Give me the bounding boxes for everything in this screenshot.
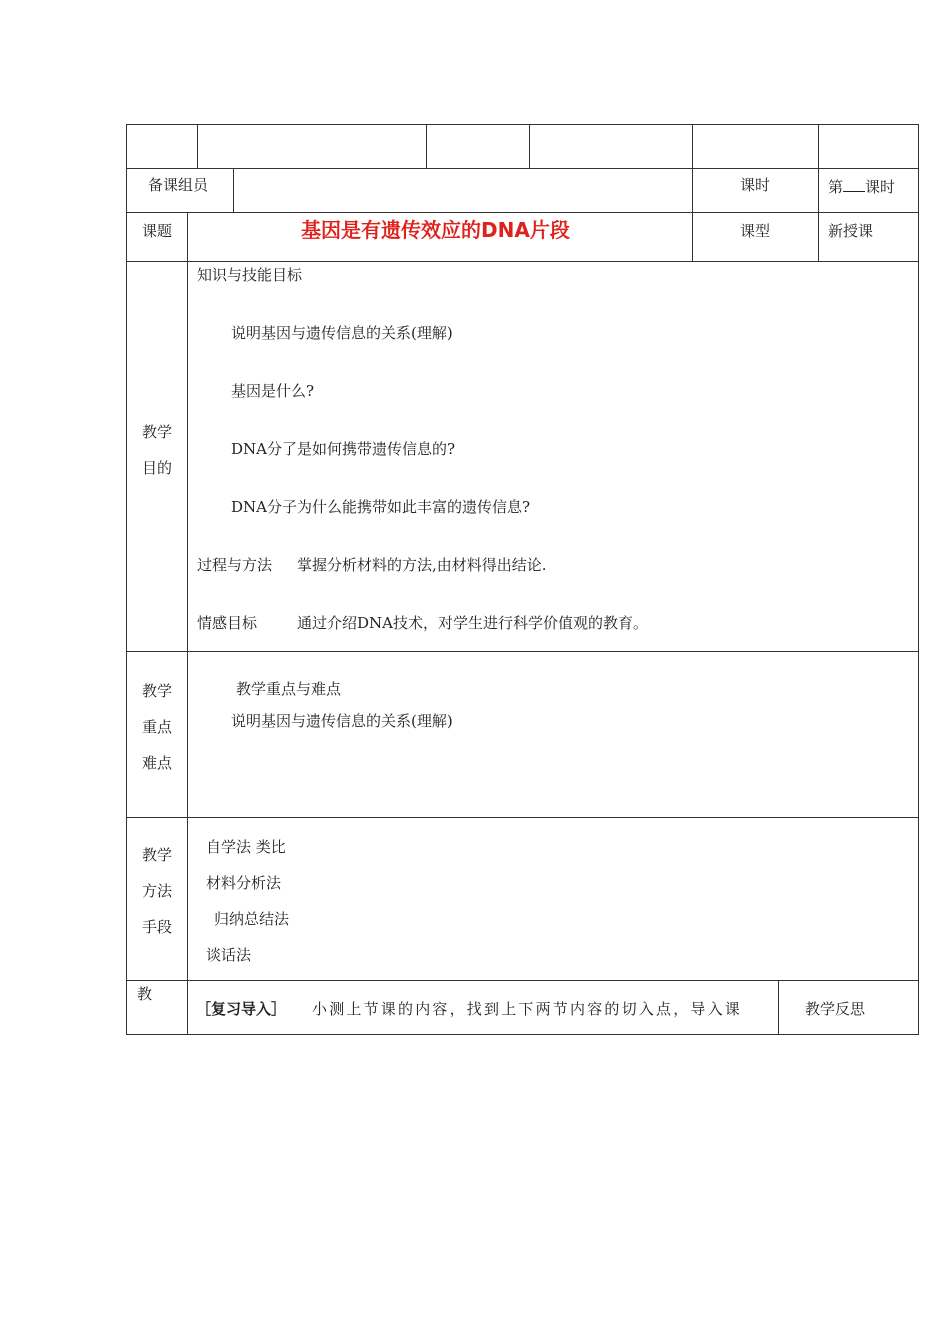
methods-label-1: 教学 [142,846,173,864]
process-label: 过程与方法 [197,556,273,574]
period-value [828,178,895,195]
keypoints-heading: 教学重点与难点 [236,680,342,698]
methods-label-2: 方法 [142,882,173,900]
keypoints-text: 说明基因与遗传信息的关系(理解) [231,712,453,730]
objectives-label-2: 目的 [142,459,173,477]
period-blank [843,178,865,192]
lesson-type-value: 新授课 [828,222,874,240]
topic-label: 课题 [142,222,173,240]
emotion-label: 情感目标 [197,614,258,632]
topic-title: 基因是有遗传效应的DNA片段 [301,218,570,242]
keypoints-label-1: 教学 [142,682,173,700]
group-members-label: 备课组员 [148,176,209,194]
emotion-text: 通过介绍DNA技术，对学生进行科学价值观的教育。 [297,614,648,632]
method-item: 谈话法 [206,946,252,964]
period-suffix: 课时 [865,178,896,196]
knowledge-heading: 知识与技能目标 [197,266,303,284]
keypoints-label-3: 难点 [142,754,173,772]
objective-item: 基因是什么? [231,382,315,400]
methods-label-3: 手段 [142,918,173,936]
reflection-label: 教学反思 [805,1000,866,1018]
objectives-label-1: 教学 [142,423,173,441]
review-text: 小测上节课的内容，找到上下两节内容的切入点，导入课 [312,1000,743,1018]
period-label: 课时 [740,176,771,194]
objective-item: DNA分子为什么能携带如此丰富的遗传信息? [231,498,531,516]
lesson-type-label: 课型 [740,222,771,240]
method-item: 归纳总结法 [214,910,290,928]
process-text: 掌握分析材料的方法,由材料得出结论. [297,556,547,574]
objective-item: 说明基因与遗传信息的关系(理解) [231,324,453,342]
objective-item: DNA分了是如何携带遗传信息的? [231,440,456,458]
method-item: 自学法 类比 [206,838,286,856]
keypoints-label-2: 重点 [142,718,173,736]
period-prefix: 第 [828,178,844,196]
process-row-label: 教 [137,985,153,1003]
review-tag: ［复习导入］ [196,1000,287,1018]
method-item: 材料分析法 [206,874,282,892]
